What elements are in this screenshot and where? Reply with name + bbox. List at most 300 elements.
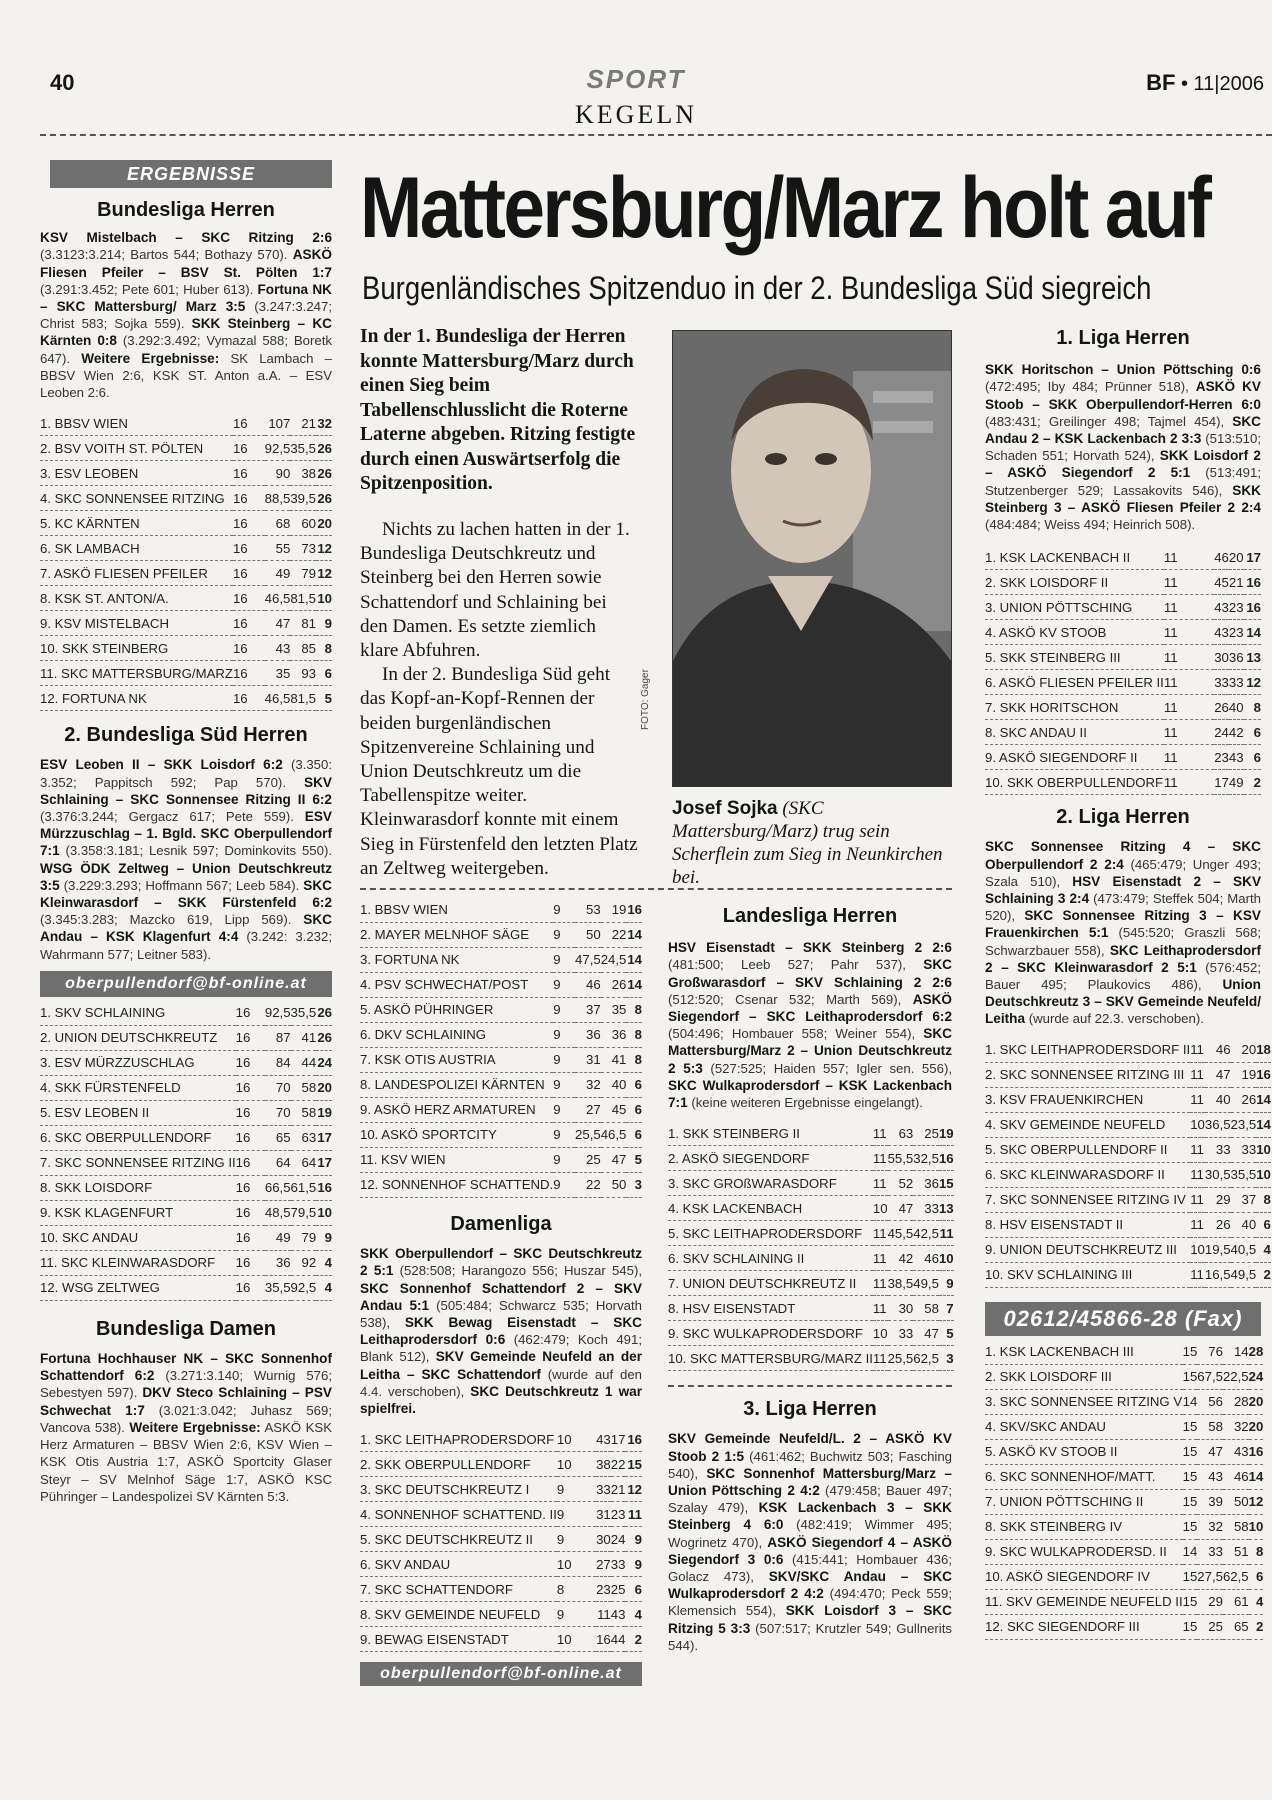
points-against: 40	[1229, 695, 1244, 720]
points-for: 88,5	[265, 486, 291, 511]
points: 14	[1249, 1464, 1264, 1489]
table-row	[40, 1275, 332, 1300]
points: 8	[626, 1023, 642, 1048]
table-row	[360, 1452, 642, 1477]
games: 11	[1190, 1212, 1205, 1237]
points-against: 39,5	[290, 486, 316, 511]
result-detail: (465:479; Unger 493; Szala 510),	[985, 856, 1261, 889]
points-for: 47	[1205, 1062, 1231, 1087]
results-text	[985, 361, 1261, 533]
points-for: 70	[265, 1075, 291, 1100]
points-against: 33	[1231, 1137, 1257, 1162]
team-name: 10. SKC ANDAU	[40, 1225, 236, 1250]
table-row	[985, 1489, 1263, 1514]
team-name: 1. SKC LEITHAPRODERSDORF	[360, 1427, 557, 1452]
result-detail: (3.271:3.140; Wurnig 576; Sebestyen 597).	[40, 1368, 332, 1401]
points-against: 25	[611, 1577, 626, 1602]
points: 5	[316, 686, 332, 711]
team-name: 7. UNION PÖTTSCHING II	[985, 1489, 1183, 1514]
points-for: 47	[888, 1196, 914, 1221]
points: 4	[1256, 1237, 1271, 1262]
table-row	[360, 973, 642, 998]
points-for: 90	[265, 461, 291, 486]
team-name: 9. ASKÖ SIEGENDORF II	[985, 745, 1164, 770]
games: 9	[557, 1602, 596, 1627]
result-match: SKV Schlaining – SKC Sonnensee Ritzing II 6:2	[40, 774, 332, 807]
team-name: 11. SKC MATTERSBURG/MARZ	[40, 661, 233, 686]
points-for: 40	[1205, 1087, 1231, 1112]
result-match: SKK Loisdorf 2 – ASKÖ Siegendorf 2 5:1	[985, 448, 1261, 481]
points-for: 25	[1197, 1614, 1223, 1639]
games: 16	[233, 536, 265, 561]
result-detail: (481:500; Leeb 527; Pahr 537),	[668, 957, 924, 973]
team-name: 3. FORTUNA NK	[360, 948, 553, 973]
games: 10	[557, 1627, 596, 1652]
fax-box: 02612/45866-28 (Fax)	[985, 1302, 1261, 1336]
points: 16	[1244, 570, 1261, 595]
points: 4	[316, 1250, 332, 1275]
table-row	[40, 561, 332, 586]
team-name: 8. SKK LOISDORF	[40, 1175, 236, 1200]
table-row	[985, 1539, 1263, 1564]
points-against: 46	[1223, 1464, 1249, 1489]
games: 11	[1164, 670, 1214, 695]
points-for: 47,5	[575, 948, 601, 973]
games: 9	[553, 1073, 575, 1098]
points: 8	[316, 636, 332, 661]
points-against: 61	[1223, 1589, 1249, 1614]
result-detail: (461:462; Buchwitz 503; Fasching 540),	[668, 1448, 953, 1481]
points-for: 55,5	[888, 1146, 914, 1171]
points: 7	[939, 1296, 954, 1321]
points: 2	[1249, 1614, 1264, 1639]
games: 11	[1190, 1087, 1205, 1112]
points: 18	[1256, 1038, 1271, 1063]
games: 9	[557, 1502, 596, 1527]
result-detail: (484:484; Weiss 494; Heinrich 508).	[985, 517, 1196, 533]
points: 10	[316, 1200, 332, 1225]
points-against: 50	[601, 1173, 627, 1198]
result-match: SKV Gemeinde Neufeld/L. 2 – ASKÖ KV Stoob 2 1:5	[668, 1431, 952, 1464]
result-match: SKC Kleinwarasdorf – SKK Fürstenfeld 6:2	[40, 877, 332, 911]
team-name: 6. SKC OBERPULLENDORF	[40, 1125, 236, 1150]
points: 20	[1249, 1414, 1264, 1439]
table-row	[985, 1364, 1263, 1389]
result-match: ASKÖ Siegendorf 4 – ASKÖ Siegendorf 3 0:6	[668, 1534, 952, 1567]
games: 9	[553, 998, 575, 1023]
points-for: 49	[265, 561, 291, 586]
games: 9	[553, 923, 575, 948]
games: 11	[1190, 1062, 1205, 1087]
table-row	[360, 1073, 642, 1098]
team-name: 6. ASKÖ FLIESEN PFEILER II	[985, 670, 1164, 695]
points: 6	[1256, 1212, 1271, 1237]
games: 15	[1183, 1414, 1198, 1439]
team-name: 7. SKC SONNENSEE RITZING II	[40, 1150, 236, 1175]
points-against: 92,5	[291, 1275, 317, 1300]
table-row	[985, 1589, 1263, 1614]
table-row	[360, 1602, 642, 1627]
points-for: 11	[596, 1602, 611, 1627]
games: 9	[553, 973, 575, 998]
result-match: ASKÖ Fliesen Pfeiler – BSV St. Pölten 1:7	[40, 247, 332, 280]
points-against: 79	[291, 1225, 317, 1250]
points: 26	[316, 1025, 332, 1050]
points-against: 41	[291, 1025, 317, 1050]
points: 6	[625, 1577, 642, 1602]
result-match: SKK Oberpullendorf – SKC Deutschkreutz 2 5:1	[360, 1246, 642, 1279]
points: 6	[626, 1073, 642, 1098]
article-paragraph: Nichts zu lachen hatten in der 1. Bundesliga Deutschkreutz und Steinberg bei den Herren sowie Schattendorf und Schlaining bei den Damen. Es setzte ziemlich klare Abfuhren.	[360, 519, 630, 662]
points: 16	[939, 1146, 954, 1171]
team-name: 4. SONNENHOF SCHATTEND. II	[360, 1502, 557, 1527]
team-name: 10. SKK OBERPULLENDORF	[985, 770, 1164, 795]
points-for: 30	[1214, 645, 1229, 670]
points: 9	[316, 1225, 332, 1250]
points-against: 73	[290, 536, 316, 561]
games: 10	[557, 1452, 596, 1477]
result-detail: (545:520; Graszli 568; Schwarzbauer 558),	[985, 925, 1261, 958]
points-against: 33	[611, 1552, 626, 1577]
games: 10	[873, 1196, 888, 1221]
result-match: SKK Steinberg 3 – ASKÖ Fliesen Pfeiler 2 2:4	[985, 482, 1261, 515]
results-text	[360, 1245, 642, 1417]
points: 16	[1256, 1062, 1271, 1087]
team-name: 2. SKK LOISDORF II	[985, 570, 1164, 595]
points-against: 23	[1229, 595, 1244, 620]
games: 16	[236, 1150, 265, 1175]
team-name: 8. HSV EISENSTADT II	[985, 1212, 1190, 1237]
table-row	[40, 461, 332, 486]
points: 6	[1244, 745, 1261, 770]
team-name: 10. ASKÖ SPORTCITY	[360, 1123, 553, 1148]
section-title: 1. Liga Herren	[1056, 327, 1190, 349]
table-row	[985, 1564, 1263, 1589]
points: 14	[626, 973, 642, 998]
points-for: 17	[1214, 770, 1229, 795]
points-against: 44	[291, 1050, 317, 1075]
result-detail: (415:441; Hombauer 436; Golacz 473),	[668, 1551, 952, 1585]
table-row	[40, 1100, 332, 1125]
team-name: 4. ASKÖ KV STOOB	[985, 620, 1164, 645]
points-for: 25	[575, 1148, 601, 1173]
points-against: 35	[601, 998, 627, 1023]
points-against: 19	[1231, 1062, 1257, 1087]
games: 9	[553, 1048, 575, 1073]
result-match: Fortuna NK – SKC Mattersburg/ Marz 3:5	[40, 281, 332, 315]
points-against: 23,5	[1231, 1112, 1257, 1137]
team-name: 2. MAYER MELNHOF SÄGE	[360, 923, 553, 948]
points-against: 45	[601, 1098, 627, 1123]
table-row	[360, 1173, 642, 1198]
points-for: 33	[1205, 1137, 1231, 1162]
standings-table	[360, 898, 642, 1198]
points-against: 26	[1231, 1087, 1257, 1112]
table-row	[40, 1025, 332, 1050]
points: 17	[316, 1150, 332, 1175]
result-match: Union Deutschkreutz 3 – SKV Gemeinde Neufeld/ Leitha	[985, 977, 1261, 1027]
points-for: 38	[596, 1452, 611, 1477]
points: 8	[1244, 695, 1261, 720]
points-against: 19	[601, 898, 627, 923]
games: 16	[236, 1250, 265, 1275]
team-name: 4. PSV SCHWECHAT/POST	[360, 973, 553, 998]
middle-column	[360, 898, 642, 1686]
points-against: 40	[1231, 1212, 1257, 1237]
table-row	[985, 1439, 1263, 1464]
points-against: 35,5	[1231, 1162, 1257, 1187]
games: 9	[553, 898, 575, 923]
table-row	[985, 645, 1261, 670]
points-for: 55	[265, 536, 291, 561]
points: 14	[1244, 620, 1261, 645]
team-name: 10. SKV SCHLAINING III	[985, 1262, 1190, 1287]
table-row	[985, 1614, 1263, 1639]
points: 6	[1244, 720, 1261, 745]
points-against: 32,5	[913, 1146, 939, 1171]
games: 16	[236, 1001, 265, 1026]
team-name: 2. SKK LOISDORF III	[985, 1364, 1183, 1389]
result-detail: (wurde auf den 4.4. verschoben),	[360, 1366, 642, 1399]
points-for: 53	[575, 898, 601, 923]
points-against: 92	[291, 1250, 317, 1275]
points-against: 23	[611, 1502, 626, 1527]
games: 16	[236, 1125, 265, 1150]
team-name: 11. SKC KLEINWARASDORF	[40, 1250, 236, 1275]
points-for: 58	[1197, 1414, 1223, 1439]
result-detail: (472:495; Iby 484; Prünner 518),	[985, 379, 1196, 395]
points: 16	[625, 1427, 642, 1452]
portrait-photo	[672, 330, 952, 787]
points-against: 22	[611, 1452, 626, 1477]
points-for: 26	[1205, 1212, 1231, 1237]
result-match: ESV Mürzzuschlag – 1. Bgld. SKC Oberpullendorf 7:1	[40, 809, 332, 859]
points-against: 22,5	[1223, 1364, 1249, 1389]
points-for: 46	[1205, 1038, 1231, 1063]
section-title: 3. Liga Herren	[743, 1398, 877, 1421]
table-row	[668, 1171, 954, 1196]
table-row	[985, 695, 1261, 720]
team-name: 6. SKC SONNENHOF/MATT.	[985, 1464, 1183, 1489]
standings-table	[360, 1427, 642, 1652]
points-for: 30,5	[1205, 1162, 1231, 1187]
points-for: 24	[1214, 720, 1229, 745]
team-name: 5. SKC LEITHAPRODERSDORF	[668, 1221, 873, 1246]
result-detail: (504:496; Hombauer 558; Weiner 554),	[668, 1026, 924, 1042]
table-row	[40, 636, 332, 661]
points-for: 31	[596, 1502, 611, 1527]
result-detail: (keine weiteren Ergebnisse eingelangt).	[687, 1095, 923, 1111]
points-against: 49	[1229, 770, 1244, 795]
points: 26	[316, 461, 332, 486]
games: 16	[233, 611, 265, 636]
result-detail: (3.247:3.247; Christ 583; Sojka 559).	[40, 299, 333, 332]
points-for: 47	[1197, 1439, 1223, 1464]
points-for: 23	[1214, 745, 1229, 770]
standings-table	[40, 411, 332, 711]
team-name: 10. ASKÖ SIEGENDORF IV	[985, 1564, 1183, 1589]
team-name: 3. KSV FRAUENKIRCHEN	[985, 1087, 1190, 1112]
points-for: 68	[265, 511, 291, 536]
mid-divider	[360, 888, 952, 890]
points-for: 87	[265, 1025, 291, 1050]
points-against: 81,5	[290, 586, 316, 611]
subheadline: Burgenländisches Spitzenduo in der 2. Bundesliga Süd siegreich	[362, 270, 1152, 306]
points-for: 19,5	[1205, 1237, 1231, 1262]
games: 10	[1190, 1237, 1205, 1262]
points: 20	[316, 1075, 332, 1100]
table-row	[40, 511, 332, 536]
result-match: SKK Loisdorf 3 – SKC Ritzing 5 3:3	[668, 1603, 952, 1636]
points-against: 58	[1223, 1514, 1249, 1539]
points-against: 93	[290, 661, 316, 686]
points-against: 23	[1229, 620, 1244, 645]
team-name: 2. SKK OBERPULLENDORF	[360, 1452, 557, 1477]
team-name: 1. BBSV WIEN	[40, 411, 233, 436]
section-title: Landesliga Herren	[722, 905, 898, 927]
result-detail: ASKÖ KSK Herz Armaturen – BBSV Wien 2:6, KSV Wien – KSK Otis Austria 1:7, ASKÖ Sportcity Glaser Steyr – SV Melnhof Säge 1:7, ASKÖ KSC Pühringer – Landespolizei SV Kärnten 5:3.	[40, 1419, 333, 1504]
result-match: Fortuna Hochhauser NK – SKC Sonnenhof Schattendorf 6:2	[40, 1351, 332, 1384]
points-for: 33	[1214, 670, 1229, 695]
points: 10	[1256, 1162, 1271, 1187]
team-name: 9. BEWAG EISENSTADT	[360, 1627, 557, 1652]
team-name: 9. SKC WULKAPRODERSD. II	[985, 1539, 1183, 1564]
table-row	[40, 1175, 332, 1200]
table-row	[40, 436, 332, 461]
result-detail: SK Lambach – BBSV Wien 2:6, KSK ST. Anton a.A. – ESV Leoben 2:6.	[40, 350, 333, 401]
result-match: HSV Eisenstadt 2 – SKV Schlaining 3 2:4	[985, 873, 1262, 907]
table-row	[360, 923, 642, 948]
team-name: 8. SKC ANDAU II	[985, 720, 1164, 745]
result-detail: (513:510; Schaden 551; Horvath 524),	[985, 431, 1261, 464]
table-row	[360, 1098, 642, 1123]
result-match: SKC Andau 2 – KSK Lackenbach 2 3:3	[985, 413, 1261, 447]
results-text	[985, 838, 1261, 1027]
games: 11	[873, 1121, 888, 1146]
left-column	[40, 160, 332, 1505]
result-detail: (512:520; Csenar 532; Marth 569),	[668, 991, 913, 1007]
article-paragraph: In der 2. Bundesliga Süd geht das Kopf-an-Kopf-Rennen der beiden burgenländischen Spitzenvereine Schlaining und Union Deutschkreutz um die Tabellenspitze weiter. Kleinwarasdorf konnte mit einem Sieg in Fürstenfeld den letzten Platz an Zeltweg weitergeben.	[360, 664, 638, 879]
games: 16	[236, 1200, 265, 1225]
result-detail: (3.291:3.452; Pete 601; Huber 613).	[40, 281, 258, 297]
team-name: 3. SKC GROßWARASDORF	[668, 1171, 873, 1196]
team-name: 8. LANDESPOLIZEI KÄRNTEN	[360, 1073, 553, 1098]
points-for: 43	[1214, 595, 1229, 620]
result-match: SKV Gemeinde Neufeld an der Leitha – SKC Schattendorf	[360, 1349, 642, 1382]
games: 9	[557, 1477, 596, 1502]
points-against: 36	[913, 1171, 939, 1196]
points-against: 49,5	[1231, 1262, 1257, 1287]
games: 15	[1183, 1464, 1198, 1489]
table-row	[360, 948, 642, 973]
points-for: 45,5	[888, 1221, 914, 1246]
team-name: 3. SKC DEUTSCHKREUTZ I	[360, 1477, 557, 1502]
points-against: 60	[290, 511, 316, 536]
team-name: 5. KC KÄRNTEN	[40, 511, 233, 536]
team-name: 6. SKV ANDAU	[360, 1552, 557, 1577]
points: 5	[626, 1148, 642, 1173]
points-for: 70	[265, 1100, 291, 1125]
points-for: 25,5	[888, 1346, 914, 1371]
table-row	[985, 1414, 1263, 1439]
games: 11	[1190, 1262, 1205, 1287]
games: 16	[236, 1100, 265, 1125]
article-lead: In der 1. Bundesliga der Herren konnte Mattersburg/Marz durch einen Sieg beim Tabellenschlusslicht die Roterne Laterne abgeben. Ritzing festigte durch einen Auswärtserfolg die Spitzenposition.	[360, 326, 636, 494]
table-row	[985, 620, 1261, 645]
email-box: oberpullendorf@bf-online.at	[40, 971, 332, 997]
points-against: 65	[1223, 1614, 1249, 1639]
points: 26	[316, 1001, 332, 1026]
result-match: ASKÖ KV Stoob – SKK Oberpullendorf-Herren 6:0	[985, 379, 1261, 412]
points-for: 30	[888, 1296, 914, 1321]
standings-table	[985, 1340, 1263, 1640]
games: 9	[553, 1098, 575, 1123]
table-row	[985, 720, 1261, 745]
team-name: 12. FORTUNA NK	[40, 686, 233, 711]
table-row	[360, 1627, 642, 1652]
games: 11	[873, 1271, 888, 1296]
games: 11	[1164, 595, 1214, 620]
table-row	[40, 486, 332, 511]
games: 10	[557, 1552, 596, 1577]
points-for: 42	[888, 1246, 914, 1271]
points-for: 47	[265, 611, 291, 636]
table-row	[360, 1577, 642, 1602]
points-for: 27,5	[1197, 1564, 1223, 1589]
points: 9	[625, 1552, 642, 1577]
points-against: 32	[1223, 1414, 1249, 1439]
points-against: 41	[601, 1048, 627, 1073]
table-row	[360, 1427, 642, 1452]
points-against: 43	[611, 1602, 626, 1627]
points-against: 62,5	[1223, 1564, 1249, 1589]
team-name: 4. SKC SONNENSEE RITZING	[40, 486, 233, 511]
points-for: 76	[1197, 1340, 1223, 1365]
points-for: 33	[1197, 1539, 1223, 1564]
table-row	[668, 1321, 954, 1346]
team-name: 7. SKC SONNENSEE RITZING IV	[985, 1187, 1190, 1212]
points: 16	[626, 898, 642, 923]
result-detail: (473:479; Steffek 504; Marth 520),	[985, 891, 1261, 924]
result-match: SKV/SKC Andau – SKC Wulkaprodersdorf 2 4:2	[668, 1569, 952, 1602]
points-for: 43	[265, 636, 291, 661]
points: 3	[939, 1346, 954, 1371]
table-row	[668, 1146, 954, 1171]
games: 9	[553, 1023, 575, 1048]
points-for: 45	[1214, 570, 1229, 595]
team-name: 5. ESV LEOBEN II	[40, 1100, 236, 1125]
results-text	[40, 229, 332, 401]
games: 16	[233, 511, 265, 536]
result-detail: (3.021:3.042; Juhasz 569; Vancova 538).	[40, 1402, 332, 1435]
points-against: 26	[601, 973, 627, 998]
games: 15	[1183, 1514, 1198, 1539]
table-row	[40, 1250, 332, 1275]
points-for: 30	[596, 1527, 611, 1552]
games: 11	[1164, 770, 1214, 795]
points-against: 20	[1231, 1038, 1257, 1063]
team-name: 9. SKC WULKAPRODERSDORF	[668, 1321, 873, 1346]
points-for: 43	[596, 1427, 611, 1452]
points: 17	[1244, 545, 1261, 570]
points: 8	[1256, 1187, 1271, 1212]
points-for: 29	[1205, 1187, 1231, 1212]
team-name: 4. KSK LACKENBACH	[668, 1196, 873, 1221]
section-label: SPORT	[586, 64, 686, 94]
points-for: 35,5	[265, 1275, 291, 1300]
points: 9	[939, 1271, 954, 1296]
games: 15	[1183, 1589, 1198, 1614]
